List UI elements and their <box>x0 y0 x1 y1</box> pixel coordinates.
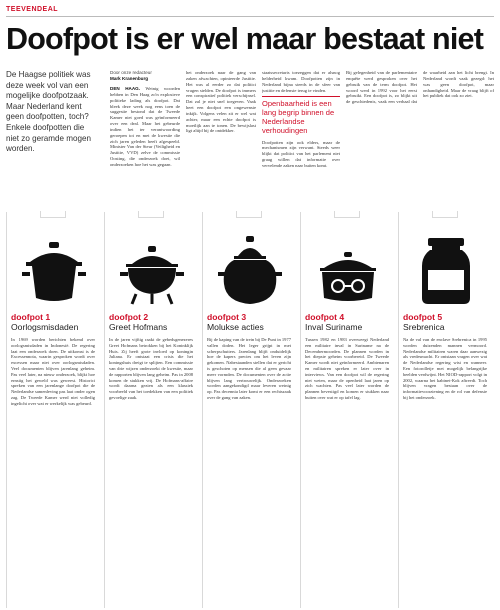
panel-body: In 1969 worden berichten bekend over oorlogsmisdaden in Indonesië. De regering laat een onderzoek doen. De uitkomst is de Excessennota, waarin gesproken wordt over excessen maar niet over oorlogsmisdaden. Veel documenten blijven jarenlang geheim. Pas veel later, na nieuw onderzoek, blijkt hoe ernstig het geweld was geweest. Historici spreken van een jarenlange doofpot die de Nederlandse samenleving pas laat onder ogen zag. De Tweede Kamer werd niet volledig ingelicht over wat er werkelijk was gebeurd. <box>11 337 95 406</box>
panel-body: Bij de kaping van de trein bij De Punt in 1977 vallen doden. Het leger grijpt in met scherpschutters. Jarenlang blijft onduidelijk hoe de kapers precies om het leven zijn gekomen. Nabestaanden stellen dat er gericht is geschoten op mensen die al geen gevaar meer vormden. De documenten over de actie blijven lang vertrouwelijk. Onderzoeken worden aangekondigd maar leveren weinig op. Pas decennia later komt er een rechtszaak over de gang van zaken. <box>207 337 291 400</box>
panel-title: doofpot 4 <box>305 312 345 322</box>
headline: Doofpot is er wel maar bestaat niet <box>6 22 484 56</box>
panel-doofpot-2 <box>104 212 197 608</box>
panel-doofpot-5 <box>398 212 494 608</box>
article-column-2 <box>186 70 256 206</box>
column-3-text-after: Doofpotten zijn ook elders, maar de mechanismen zijn verwant. Steeds weer blijkt dat politici van het parlement niet graag willen dat informatie over vervelende zaken naar buiten komt. <box>262 139 340 168</box>
jar-pot-icon <box>414 236 478 306</box>
panel-subtitle: Inval Suriname <box>305 322 363 332</box>
panel-subtitle: Oorlogsmisdaden <box>11 322 79 332</box>
byline-prefix: Door onze redacteur <box>110 70 152 75</box>
handcuff-pot-icon <box>316 236 380 306</box>
doofpot-panels <box>6 212 494 608</box>
panel-body: Tussen 1982 en 1983 overweegt Nederland een militaire inval in Suriname na de Decembermoorden. De plannen worden in het diepste geheim voorbereid. De Tweede Kamer wordt niet geïnformeerd. Ambtenaren en militairen spreken er later over in interviews. Van een doofpot wil de regering niet weten, maar de openheid laat jaren op zich wachten. Pas veel later worden de plannen bevestigd en komen er stukken naar buiten over wat er op tafel lag. <box>305 337 389 400</box>
panel-subtitle: Greet Hofmans <box>109 322 168 332</box>
column-2-text: het onderzoek naar de gang van zaken afwachten, opinieerde Justitie. Het was al eerder zo dat politici vragen stelden. De doofpot is immers een conspiratief politiek verschijnsel. Dat zal je niet snel toegeven. Vaak heet een doofpot een ongewenste inkijk. Volgens velen zit er wel wat achter, maar een echte doofpot is moeilijk aan te tonen. De bewijslast ligt altijd bij de ontdekker. <box>186 70 256 134</box>
bell-pot-icon <box>218 236 282 306</box>
article-column-4 <box>346 70 494 206</box>
section-rubric: TEEVENDEAL <box>6 6 59 13</box>
byline-name: Mark Kranenburg <box>110 75 149 81</box>
panel-title: doofpot 5 <box>403 312 443 322</box>
article-column-3 <box>262 70 340 206</box>
intro-paragraph: De Haagse politiek was deze week vol van een mogelijke doofpotzaak. Maar Nederland kent geen doofpotten, toch? Enkele doofpotten die niet zo geramde mogen worden. <box>6 70 92 154</box>
covered-pot-icon <box>22 236 86 306</box>
pull-quote: Openbaarheid is een lang begrip binnen de Nederlandse verhoudingen <box>262 96 340 135</box>
panel-doofpot-4 <box>300 212 393 608</box>
column-1-text: Weinig woorden hebben in Den Haag zo'n explosieve politieke lading als doofpot. Dat bleek deze week nog eens toen de suggestie bestond dat de Tweede Kamer niet goed was geïnformeerd over een deal. Maar het gebeurde indien het ter verantwoording geroepen tot en met de kwestie die zich jaren geleden heeft afgespeeld. Minister Van der Steur (Veiligheid en Justitie, VVD) zelve de commissie Oosting, die onderzoek doet, wil onderzoeken hoe het was gegaan. <box>110 86 180 167</box>
panel-title: doofpot 2 <box>109 312 149 322</box>
panel-title: doofpot 1 <box>11 312 51 322</box>
panel-doofpot-3 <box>202 212 295 608</box>
column-4-text: Bij gelegenheid van de parlementaire enquête werd gesproken over het gebruik van de term doofpot. Het woord werd in 1992 voor het eerst gebruikt. Een doofpot is, zo blijkt uit de geschiedenis, vaak een verhaal dat de waarheid aan het licht brengt. In Nederland wordt vaak gezegd: het was geen doofpot, maar onhandigheid. Maar de vraag blijft of het publiek dat ook zo ziet. <box>346 70 494 105</box>
article-column-1 <box>110 86 180 206</box>
rubric-divider <box>6 16 494 17</box>
panel-subtitle: Molukse acties <box>207 322 264 332</box>
panel-body: Na de val van de enclave Srebrenica in 1995 worden duizenden mannen vermoord. Nederlandse militairen waren daar aanwezig als vredesmacht. Er ontstaan vragen over wat de Nederlandse regering wist en wanneer. Een fotorolletje met mogelijk belangrijke beelden verdwijnt. Het NIOD-rapport volgt in 2002, waarna het kabinet-Kok aftreedt. Toch blijven vragen bestaan over de informatievoorziening en de rol van defensie bij het onderzoek. <box>403 337 487 400</box>
dateline: DEN HAAG. <box>110 86 141 91</box>
panel-title: doofpot 3 <box>207 312 247 322</box>
byline <box>110 70 180 82</box>
panel-subtitle: Srebrenica <box>403 322 445 332</box>
bowl-pot-icon <box>120 236 184 306</box>
panel-body: In de jaren vijftig raakt de gebedsgenezeres Greet Hofmans betrokken bij het Koninklijk Huis. Zij heeft grote invloed op koningin Juliana. Er ontstaat een crisis die het koningshuis dreigt te splijten. Een commissie van drie wijzen onderzoekt de kwestie, maar de rapporten blijven lang geheim. Pas in 2008 komen de stukken vrij. De Hofmans-affaire wordt daarna gezien als een klassiek voorbeeld van het toedekken van een politiek gevoelige zaak. <box>109 337 193 400</box>
column-3-text: staatssecretaris toezeggen dat er alsnog helderheid kwam. Doofpotten zijn in Nederland bijna steeds in de sfeer van justitie en defensie terug te vinden. <box>262 70 340 93</box>
panel-doofpot-1 <box>6 212 99 608</box>
